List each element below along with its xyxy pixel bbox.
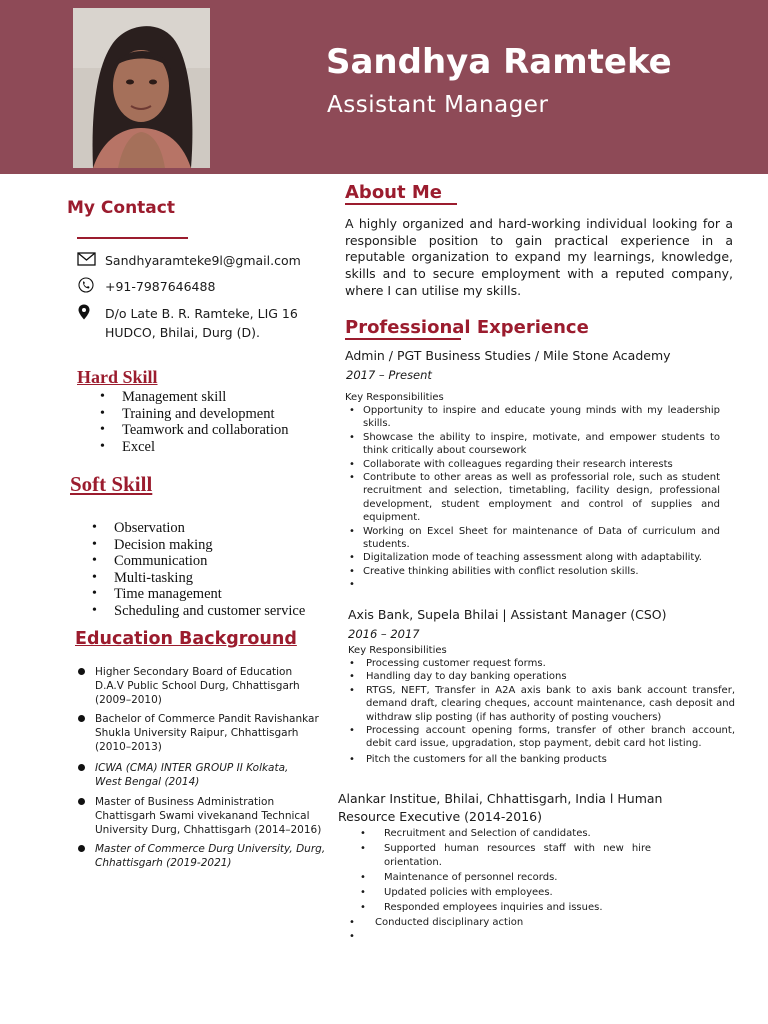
education-line: West Bengal (2014) — [95, 776, 200, 788]
education-line: Master of Commerce Durg University, Durg, — [95, 843, 326, 855]
education-item — [78, 665, 300, 707]
header-banner — [0, 0, 768, 174]
job-title — [338, 791, 662, 828]
list-item: • Communication — [92, 553, 305, 570]
list-item: • Time management — [92, 586, 305, 603]
education-line: Chhattisgarh (2019-2021) — [95, 857, 232, 869]
location-pin-icon — [77, 304, 97, 320]
bullet-icon — [78, 668, 85, 675]
contact-email-row — [77, 251, 301, 270]
contact-phone-row — [77, 277, 215, 296]
address-line-2: HUDCO, Bhilai, Durg (D). — [105, 325, 260, 340]
education-line: Master of Business Administration — [95, 796, 275, 808]
experience-heading: Professional Experience — [345, 317, 589, 338]
job-title: Admin / PGT Business Studies / Mile Stone Academy — [345, 348, 671, 363]
list-item: • Recruitment and Selection of candidates. — [351, 827, 651, 842]
job-title-line: Resource Executive (2014-2016) — [338, 809, 543, 824]
list-item: • Conducted disciplinary action — [345, 915, 645, 930]
experience-divider — [345, 338, 461, 340]
list-item: • Maintenance of personnel records. — [351, 871, 651, 886]
soft-skill-heading: Soft Skill — [70, 472, 153, 496]
bullet-icon — [78, 845, 85, 852]
contact-address-row — [77, 304, 298, 342]
job-dates: 2016 – 2017 — [348, 627, 420, 641]
list-item: • Updated policies with employees. — [351, 886, 651, 901]
job-responsibilities — [345, 657, 735, 766]
list-item: • Teamwork and collaboration — [100, 422, 288, 439]
soft-skill-list — [92, 520, 305, 619]
hard-skill-list — [100, 389, 288, 455]
contact-heading: My Contact — [67, 198, 175, 218]
list-item: • Processing account opening forms, transfer of other branch account, debit card issue, upgradation, stop payment, debit card hot listing. — [345, 724, 735, 751]
about-divider — [345, 203, 457, 205]
education-line: University Durg, Chhattisgarh (2014–2016) — [95, 824, 322, 836]
education-line: (2010–2013) — [95, 741, 162, 753]
list-item: • Supported human resources staff with new hire orientation. — [351, 842, 651, 871]
job-responsibilities — [345, 404, 720, 591]
list-item: • Responded employees inquiries and issues. — [351, 901, 651, 916]
education-item — [78, 712, 319, 754]
education-line: Shukla University Raipur, Chhattisgarh — [95, 727, 299, 739]
profile-photo — [73, 8, 210, 168]
address-line-1: D/o Late B. R. Ramteke, LIG 16 — [105, 306, 298, 321]
job-dates: 2017 – Present — [346, 368, 432, 382]
contact-divider — [77, 237, 188, 239]
responsibilities-label: Key Responsibilities — [345, 392, 444, 403]
education-line: Higher Secondary Board of Education — [95, 666, 293, 678]
contact-email[interactable]: Sandhyaramteke9l@gmail.com — [105, 253, 301, 268]
list-item: • Opportunity to inspire and educate young minds with my leadership skills. — [345, 404, 720, 431]
education-line: ICWA (CMA) INTER GROUP II Kolkata, — [95, 762, 289, 774]
education-item — [78, 842, 325, 870]
about-heading: About Me — [345, 182, 442, 203]
bullet-icon — [78, 764, 85, 771]
job-responsibilities — [351, 827, 651, 915]
education-heading: Education Background — [75, 629, 297, 649]
list-item — [345, 578, 720, 591]
list-item: • Working on Excel Sheet for maintenance of Data of curriculum and students. — [345, 525, 720, 552]
hard-skill-heading: Hard Skill — [77, 367, 158, 387]
job-title: Axis Bank, Supela Bhilai | Assistant Manager (CSO) — [348, 607, 667, 622]
list-item: • Handling day to day banking operations — [345, 670, 735, 683]
list-item: • RTGS, NEFT, Transfer in A2A axis bank to axis bank account transfer, demand draft, clearing cheques, account maintenance, cash deposit and withdraw slip posting (if has authority of posting vouchers) — [345, 684, 735, 724]
list-item: • Observation — [92, 520, 305, 537]
job-title-line: Alankar Institue, Bhilai, Chhattisgarh, India l Human — [338, 791, 663, 806]
list-item: • Creative thinking abilities with conflict resolution skills. — [345, 565, 720, 578]
education-line: Chattisgarh Swami vivekanand Technical — [95, 810, 310, 822]
contact-phone[interactable]: +91-7987646488 — [105, 279, 216, 294]
contact-address — [105, 304, 298, 342]
list-item: • Pitch the customers for all the banking products — [345, 753, 735, 766]
list-item: • Processing customer request forms. — [345, 657, 735, 670]
profile-photo-illustration — [73, 8, 210, 168]
education-line: Bachelor of Commerce Pandit Ravishankar — [95, 713, 319, 725]
list-item: • Multi-tasking — [92, 570, 305, 587]
bullet-icon — [78, 715, 85, 722]
list-item: • Contribute to other areas as well as professorial role, such as student recruitment and selection, timetabling, facility design, professional development, student employment and control of supplies and equipment. — [345, 471, 720, 525]
candidate-name: Sandhya Ramteke — [326, 42, 672, 82]
list-item: • Decision making — [92, 537, 305, 554]
list-item: • Management skill — [100, 389, 288, 406]
mail-icon — [77, 251, 97, 267]
list-item: • Showcase the ability to inspire, motivate, and empower students to think critically about coursework — [345, 431, 720, 458]
candidate-title: Assistant Manager — [327, 92, 549, 118]
about-text: A highly organized and hard-working individual looking for a responsible position to gain practical experience in a reputable organization to expand my learnings, knowledge, skills and to secure employment with a reputed company, where I can utilise my skills. — [345, 216, 733, 298]
list-item: • Scheduling and customer service — [92, 603, 305, 620]
education-line: D.A.V Public School Durg, Chhattisgarh — [95, 680, 300, 692]
list-item: • Training and development — [100, 406, 288, 423]
bullet-icon — [78, 798, 85, 805]
list-item: • Collaborate with colleagues regarding their research interests — [345, 458, 720, 471]
list-item: • Excel — [100, 439, 288, 456]
list-item: • Digitalization mode of teaching assessment along with adaptability. — [345, 551, 720, 564]
phone-icon — [77, 277, 97, 293]
education-item — [78, 795, 321, 837]
job-responsibilities-extra — [345, 915, 645, 943]
responsibilities-label: Key Responsibilities — [348, 645, 447, 656]
education-item — [78, 761, 288, 789]
list-item — [345, 930, 645, 943]
education-line: (2009–2010) — [95, 694, 162, 706]
